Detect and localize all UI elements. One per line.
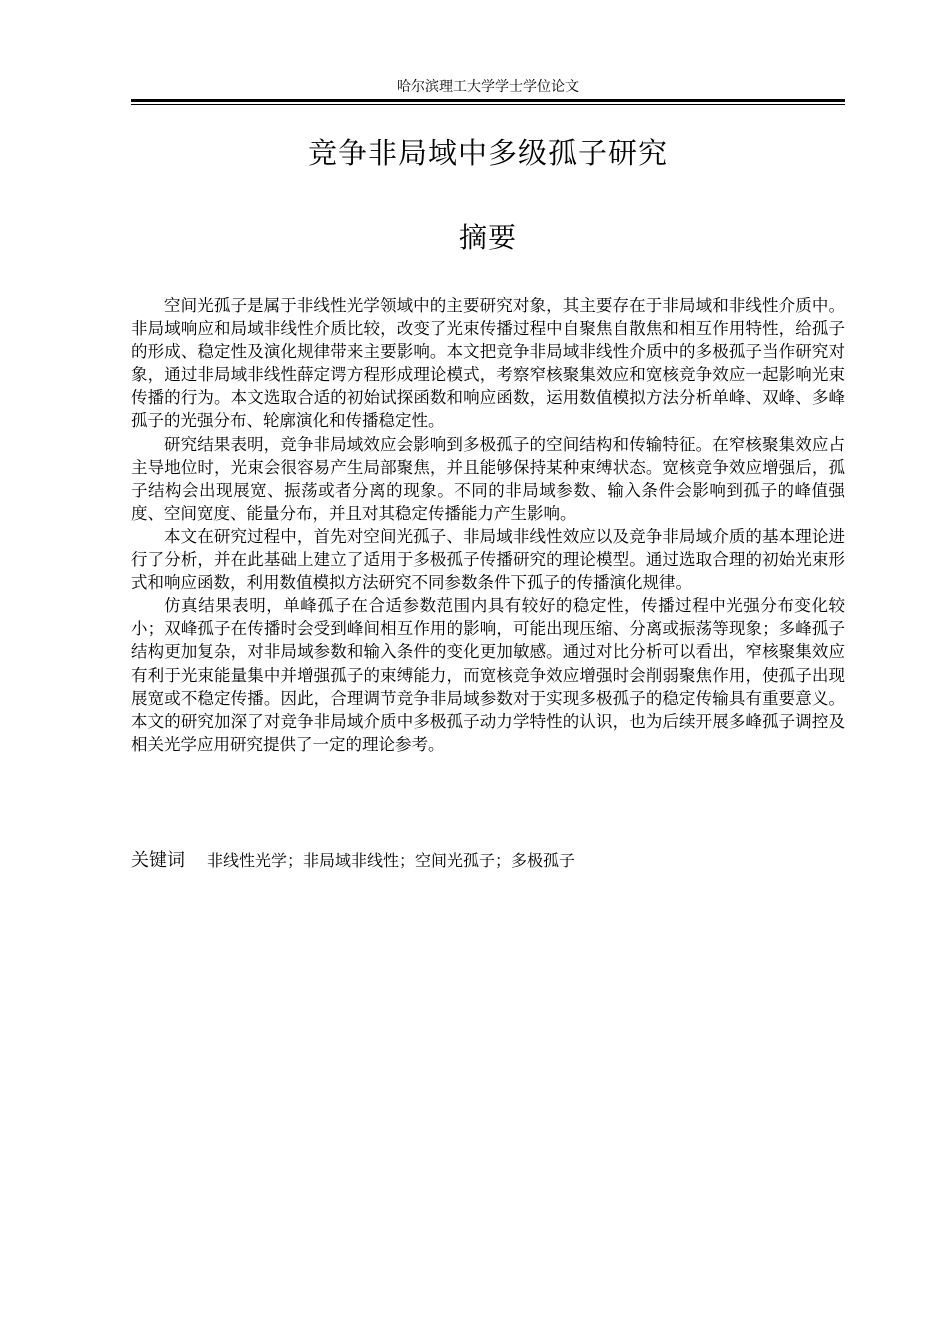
header-rule-thick [131,99,845,102]
keywords-label: 关键词 [131,850,185,871]
abstract-heading: 摘要 [458,221,517,254]
abstract-paragraph-1: 空间光孤子是属于非线性光学领域中的主要研究对象，其主要存在于非局域和非线性介质中。非局域响应和局域非线性介质比较，改变了光束传播过程中自聚焦自散焦和相互作用特性，给孤子的形成、稳定性及演化规律带来主要影响。本文把竞争非局域非线性介质中的多极孤子当作研究对象，通过非局域非线性薛定谔方程形成理论模式，考察窄核聚集效应和宽核竞争效应一起影响光束传播的行为。本文选取合适的初始试探函数和响应函数，运用数值模拟方法分析单峰、双峰、多峰孤子的光强分布、轮廓演化和传播稳定性。 [131,296,845,431]
header-rule-thin [131,104,845,105]
abstract-paragraph-4: 仿真结果表明，单峰孤子在合适参数范围内具有较好的稳定性，传播过程中光强分布变化较小；双峰孤子在传播时会受到峰间相互作用的影响，可能出现压缩、分离或振荡等现象；多峰孤子结构更加复杂，对非局域参数和输入条件的变化更加敏感。通过对比分析可以看出，窄核聚集效应有利于光束能量集中并增强孤子的束缚能力，而宽核竞争效应增强时会削弱聚焦作用，使孤子出现展宽或不稳定传播。因此，合理调节竞争非局域参数对于实现多极孤子的稳定传输具有重要意义。本文的研究加深了对竞争非局域介质中多极孤子动力学特性的认识，也为后续开展多峰孤子调控及相关光学应用研究提供了一定的理论参考。 [131,596,845,754]
abstract-paragraph-2: 研究结果表明，竞争非局域效应会影响到多极孤子的空间结构和传输特征。在窄核聚集效应占主导地位时，光束会很容易产生局部聚焦，并且能够保持某种束缚状态。宽核竞争效应增强后，孤子结构会出现展宽、振荡或者分离的现象。不同的非局域参数、输入条件会影响到孤子的峰值强度、空间宽度、能量分布，并且对其稳定传播能力产生影响。 [131,434,845,523]
keywords-line [131,848,845,874]
thesis-title: 竞争非局域中多级孤子研究 [307,136,668,170]
running-header: 哈尔滨理工大学学士学位论文 [397,79,579,95]
abstract-body [131,294,845,756]
abstract-paragraph-3: 本文在研究过程中，首先对空间光孤子、非局域非线性效应以及竞争非局域介质的基本理论进行了分析，并在此基础上建立了适用于多极孤子传播研究的理论模型。通过选取合理的初始光束形式和响应函数，利用数值模拟方法研究不同参数条件下孤子的传播演化规律。 [131,526,845,593]
keywords-text: 非线性光学；非局域非线性；空间光孤子；多极孤子 [207,851,576,870]
